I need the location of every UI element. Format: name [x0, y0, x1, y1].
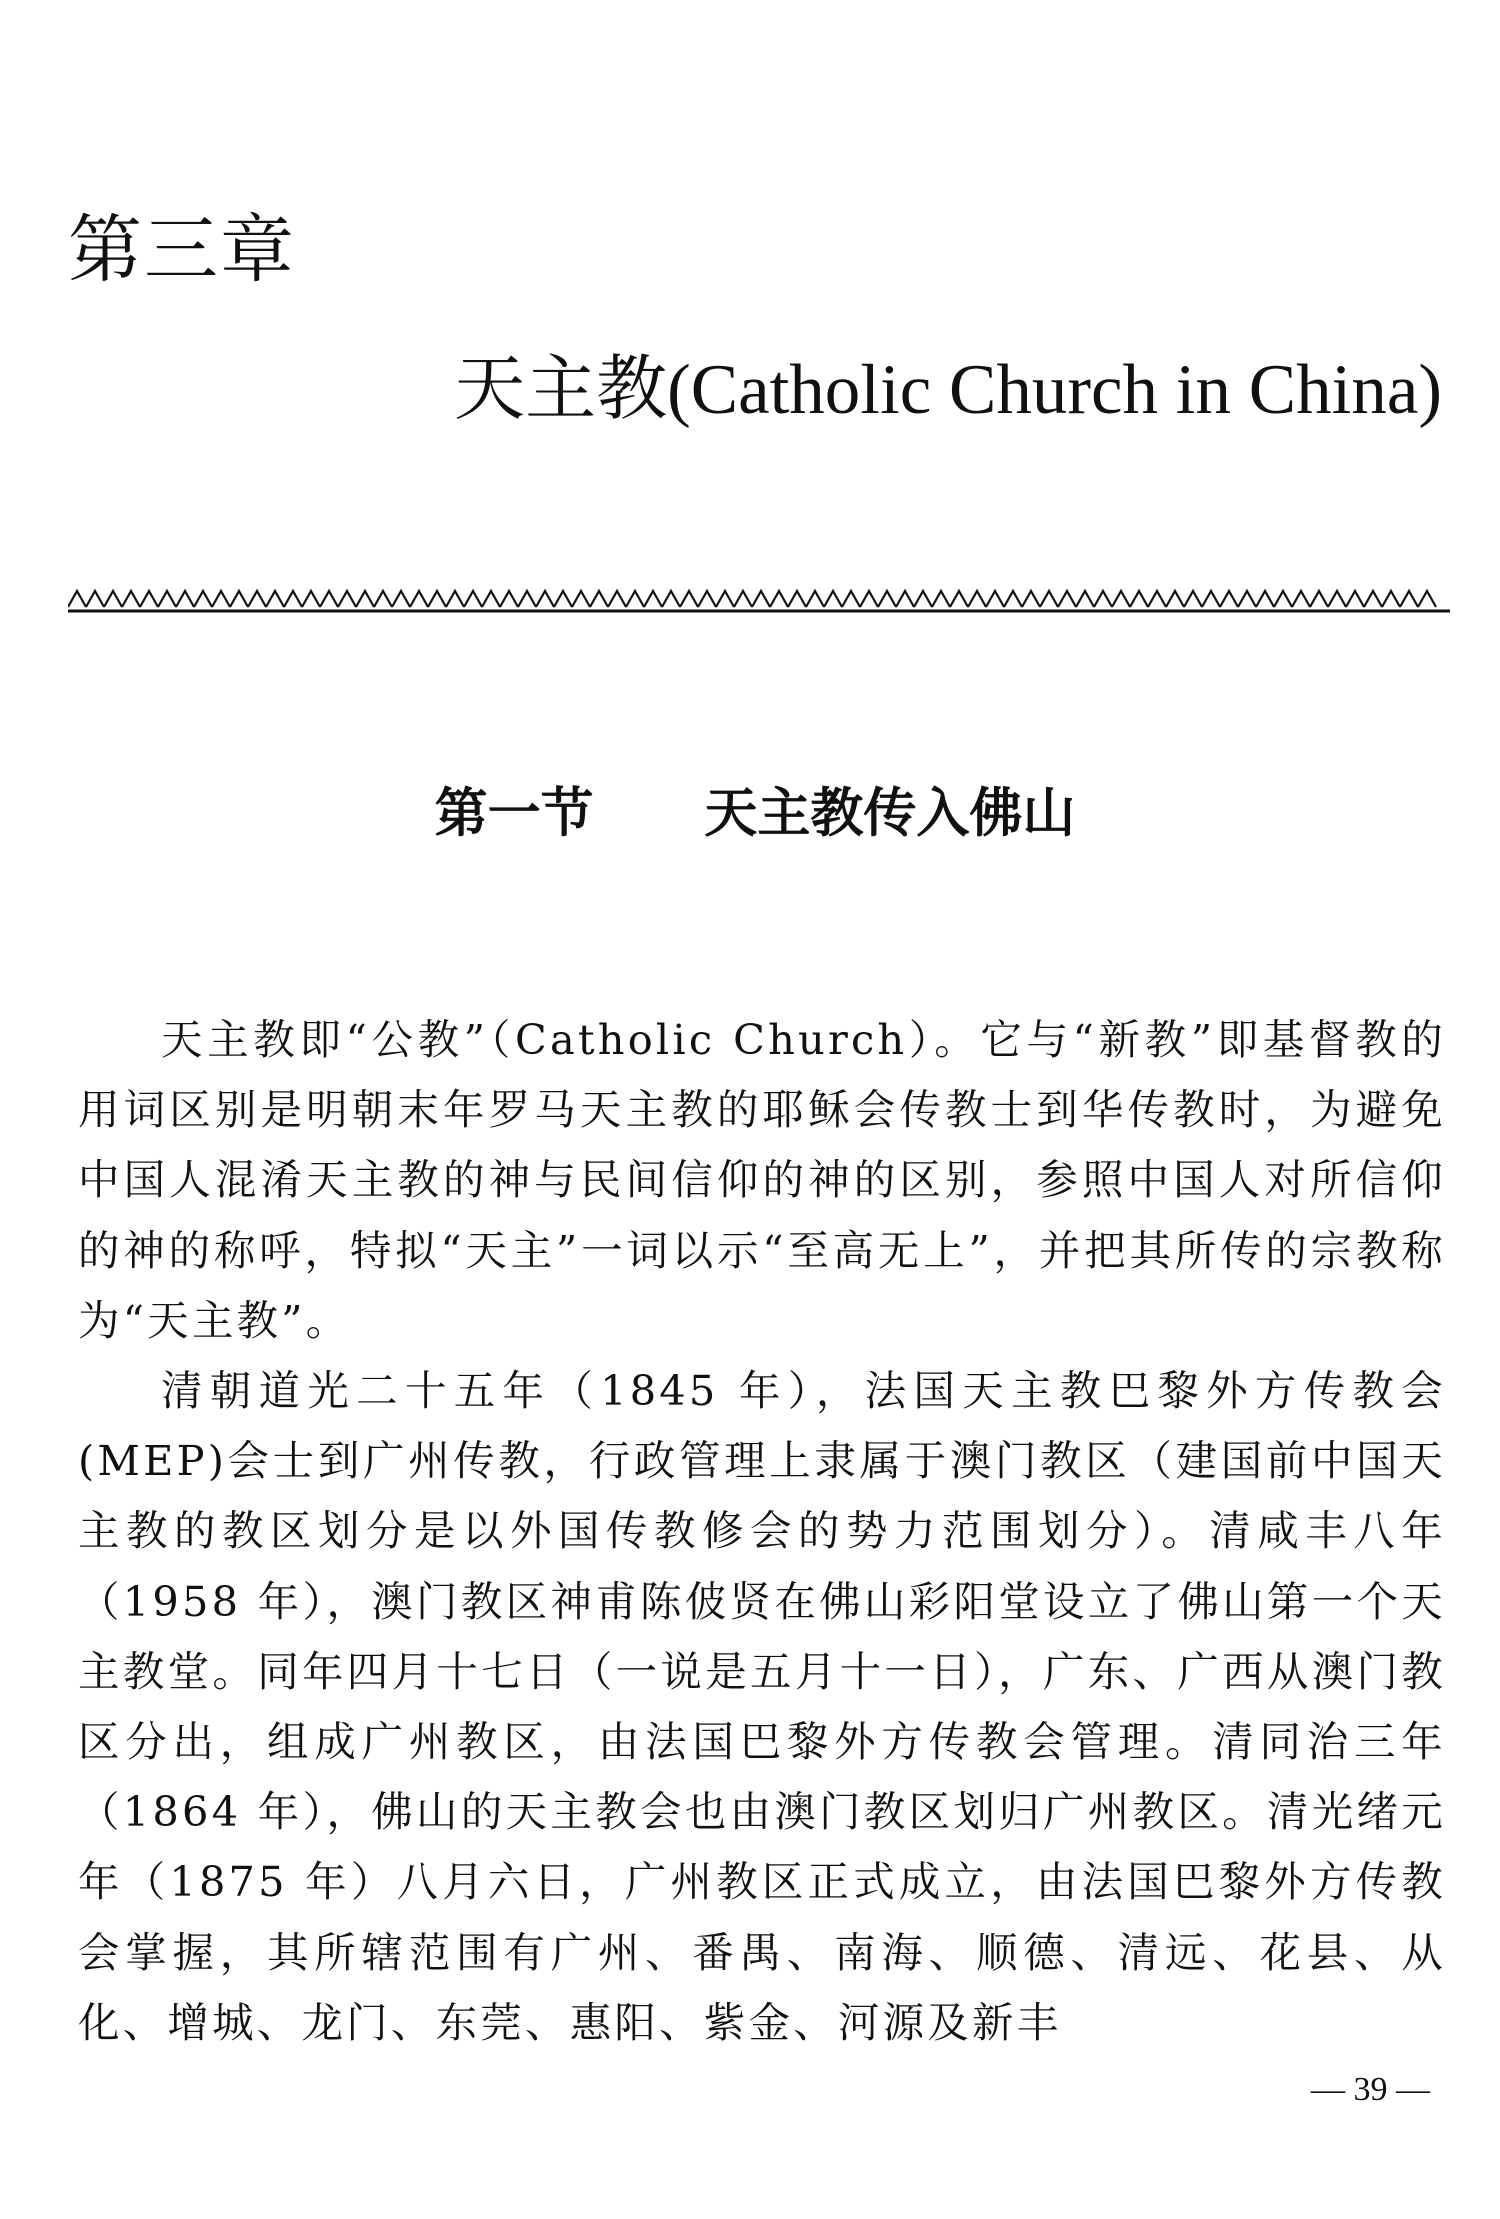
chapter-label: 第三章 — [68, 207, 296, 293]
page-number: — 39 — — [1311, 2071, 1430, 2108]
body-text — [78, 1005, 1446, 2058]
paragraph: 天主教即“公教”（Catholic Church）。它与“新教”即基督教的用词区别是明朝末年罗马天主教的耶稣会传教士到华传教时，为避免中国人混淆天主教的神与民间信仰的神的区别，参照中国人对所信仰的神的称呼，特拟“天主”一词以示“至高无上”，并把其所传的宗教称为“天主教”。 — [78, 1015, 1446, 1345]
decorative-divider — [68, 585, 1450, 615]
section-heading: 第一节 天主教传入佛山 — [434, 782, 1076, 844]
paragraph: 清朝道光二十五年（1845 年），法国天主教巴黎外方传教会(MEP)会士到广州传教，行政管理上隶属于澳门教区（建国前中国天主教的教区划分是以外国传教修会的势力范围划分）。清咸丰八年（1958 年），澳门教区神甫陈佊贤在佛山彩阳堂设立了佛山第一个天主教堂。同年四月十七日（一说是五月十一日），广东、广西从澳门教区分出，组成广州教区，由法国巴黎外方传教会管理。清同治三年（1864 年），佛山的天主教会也由澳门教区划归广州教区。清光绪元年（1875 年）八月六日，广州教区正式成立，由法国巴黎外方传教会掌握，其所辖范围有广州、番禺、南海、顺德、清远、花县、从化、增城、龙门、东莞、惠阳、紫金、河源及新丰 — [78, 1366, 1446, 2047]
chapter-title: 天主教(Catholic Church in China) — [454, 351, 1442, 429]
